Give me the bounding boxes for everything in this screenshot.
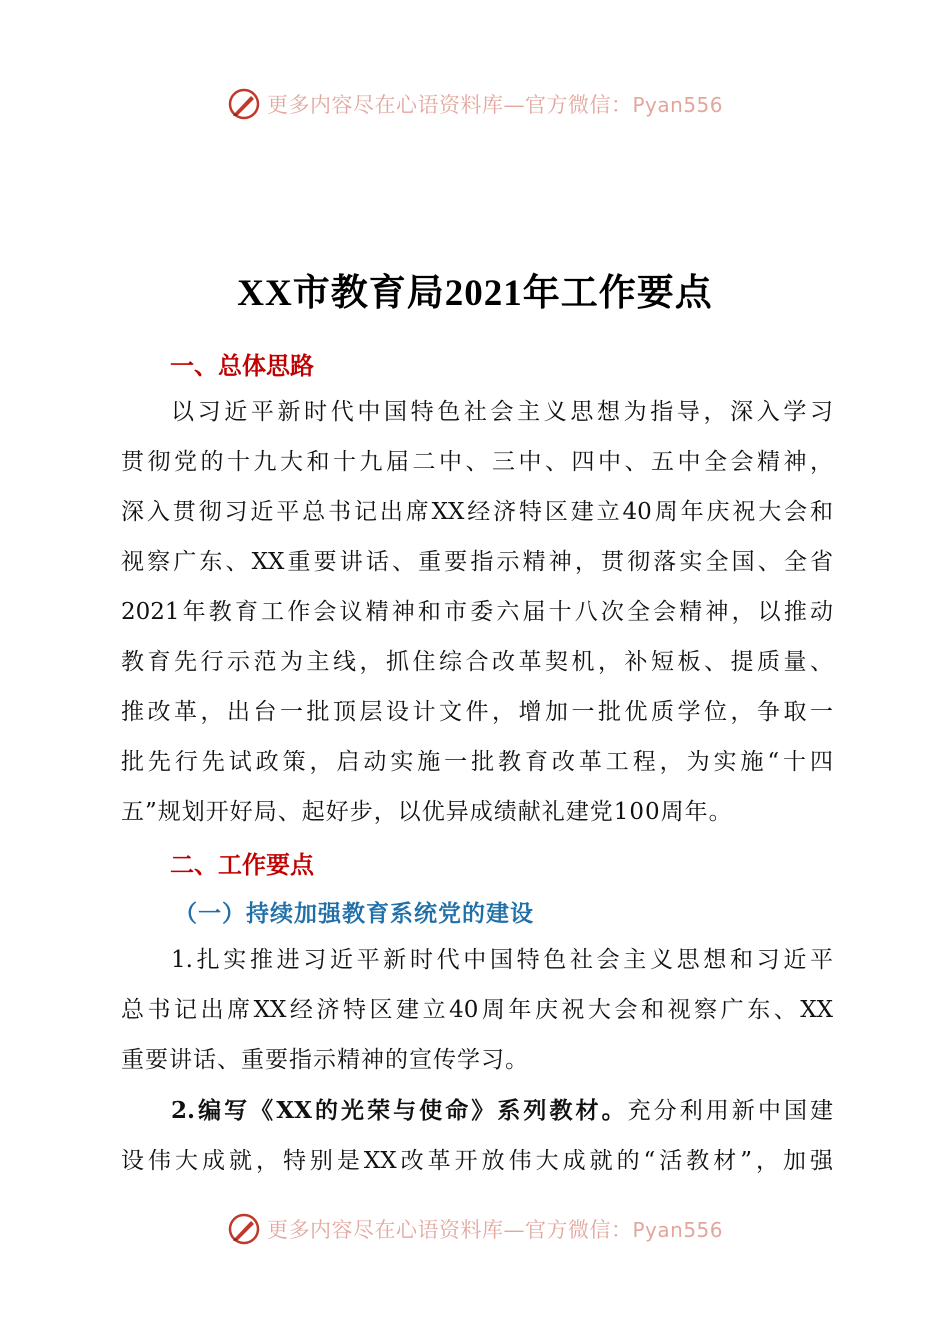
banner-slogan: 更多内容尽在心语资料库—官方微信：: [266, 1218, 633, 1242]
footer-watermark-banner: [0, 1209, 950, 1249]
section2-subheading: （一）持续加强教育系统党的建设: [174, 900, 534, 927]
pen-logo-icon: [227, 1212, 261, 1246]
banner-slogan: 更多内容尽在心语资料库—官方微信：: [266, 93, 633, 117]
section1-heading: 一、总体思路: [170, 352, 314, 380]
item1-paragraph: [121, 935, 833, 1085]
paragraph-line: 以习近平新时代中国特色社会主义思想为指导，深入学习: [171, 399, 833, 425]
pen-logo-icon: [227, 87, 261, 121]
item2-bold-lead: 2.编写《XX的光荣与使命》系列教材。: [171, 1097, 628, 1124]
paragraph-line: 2021年教育工作会议精神和市委六届十八次全会精神，以推动: [121, 599, 833, 625]
paragraph-line: 视察广东、XX重要讲话、重要指示精神，贯彻落实全国、全省: [121, 549, 833, 575]
paragraph-line: 五”规划开好局、起好步，以优异成绩献礼建党100周年。: [121, 799, 733, 825]
item2-text: 充分利用新中国建: [627, 1098, 834, 1124]
document-title: XX市教育局2021年工作要点: [237, 273, 713, 314]
paragraph-line: 总书记出席XX经济特区建立40周年庆祝大会和视察广东、XX: [121, 997, 833, 1023]
paragraph-line: 教育先行示范为主线，抓住综合改革契机，补短板、提质量、: [121, 649, 833, 675]
section1-paragraph: [121, 387, 833, 837]
banner-wechat-id: Pyan556: [632, 1218, 723, 1242]
paragraph-line: 深入贯彻习近平总书记出席XX经济特区建立40周年庆祝大会和: [121, 499, 833, 525]
section2-heading: 二、工作要点: [170, 851, 314, 879]
paragraph-line: [121, 1086, 833, 1136]
paragraph-line: 贯彻党的十九大和十九届二中、三中、四中、五中全会精神，: [121, 449, 833, 475]
header-watermark-banner: [0, 84, 950, 124]
paragraph-line: 推改革，出台一批顶层设计文件，增加一批优质学位，争取一: [121, 699, 833, 725]
banner-text: [267, 89, 723, 119]
paragraph-line: 重要讲话、重要指示精神的宣传学习。: [121, 1047, 529, 1073]
item2-paragraph: [121, 1086, 833, 1186]
paragraph-line: 1.扎实推进习近平新时代中国特色社会主义思想和习近平: [171, 947, 833, 973]
banner-text: [267, 1214, 723, 1244]
paragraph-line: 设伟大成就，特别是XX改革开放伟大成就的“活教材”，加强: [121, 1148, 833, 1174]
paragraph-line: 批先行先试政策，启动实施一批教育改革工程，为实施“十四: [121, 749, 833, 775]
banner-wechat-id: Pyan556: [632, 93, 723, 117]
